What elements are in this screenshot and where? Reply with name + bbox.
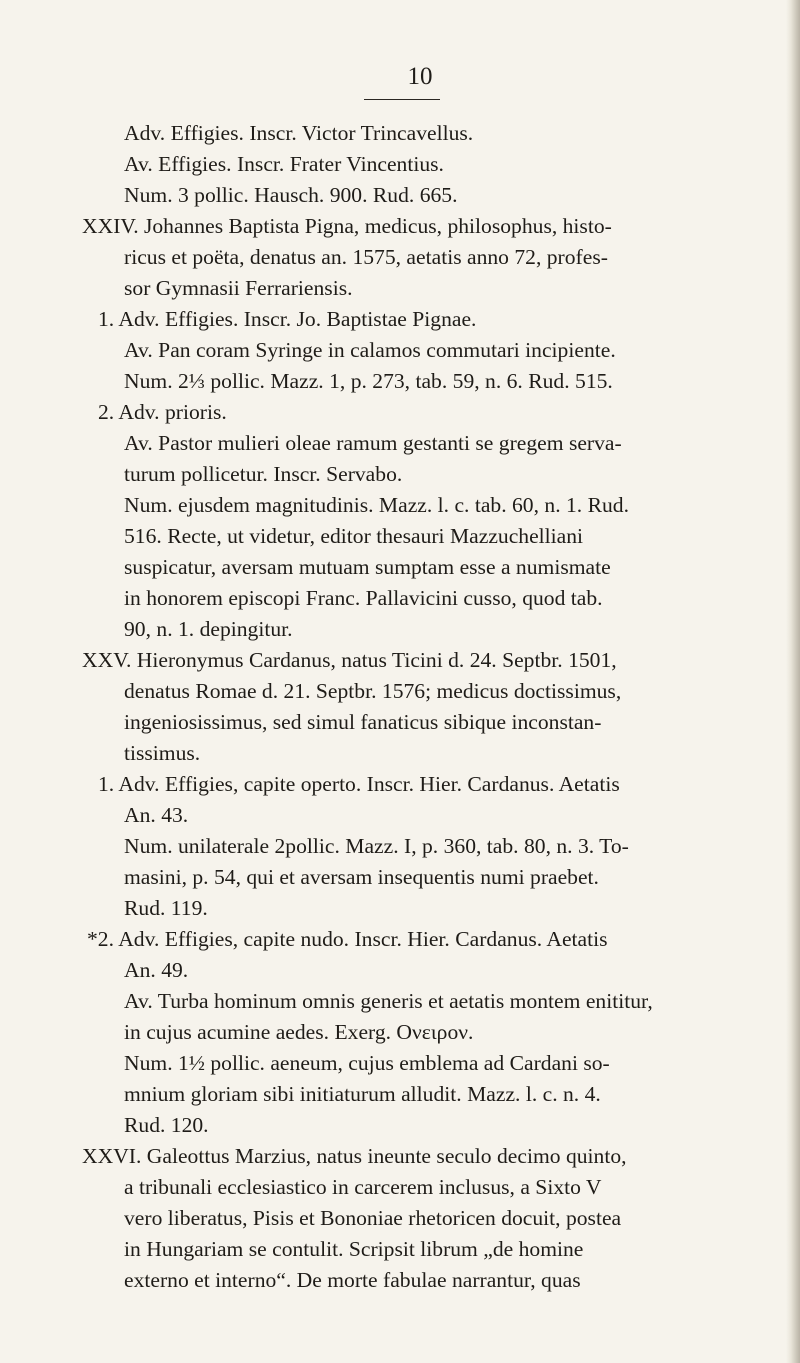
text-line: *2. Adv. Effigies, capite nudo. Inscr. Hier. Cardanus. Aetatis: [87, 927, 608, 951]
text-line: Av. Pastor mulieri oleae ramum gestanti se gregem serva-: [124, 431, 622, 455]
text-line: externo et interno“. De morte fabulae narrantur, quas: [124, 1268, 581, 1292]
text-line: An. 43.: [124, 803, 189, 827]
text-line: turum pollicetur. Inscr. Servabo.: [124, 462, 403, 486]
text-line: vero liberatus, Pisis et Bononiae rhetoricen docuit, postea: [124, 1206, 622, 1230]
text-line: mnium gloriam sibi initiaturum alludit. Mazz. l. c. n. 4.: [124, 1082, 601, 1106]
text-line: Num. 1½ pollic. aeneum, cujus emblema ad Cardani so-: [124, 1051, 610, 1075]
text-line: XXVI. Galeottus Marzius, natus ineunte seculo decimo quinto,: [82, 1144, 627, 1168]
text-line: XXV. Hieronymus Cardanus, natus Ticini d. 24. Septbr. 1501,: [82, 648, 617, 672]
text-line: in honorem episcopi Franc. Pallavicini cusso, quod tab.: [124, 586, 603, 610]
text-line: in cujus acumine aedes. Exerg. Ονειρον.: [124, 1020, 474, 1044]
text-line: ingeniosissimus, sed simul fanaticus sibique inconstan-: [124, 710, 602, 734]
text-line: masini, p. 54, qui et aversam insequentis numi praebet.: [124, 865, 599, 889]
text-line: sor Gymnasii Ferrariensis.: [124, 276, 353, 300]
text-line: tissimus.: [124, 741, 201, 765]
page-edge-shadow: [786, 0, 800, 1363]
text-line: XXIV. Johannes Baptista Pigna, medicus, philosophus, histo-: [82, 214, 612, 238]
text-line: Av. Turba hominum omnis generis et aetatis montem enititur,: [124, 989, 653, 1013]
text-line: in Hungariam se contulit. Scripsit librum „de homine: [124, 1237, 584, 1261]
page-number-rule: [364, 99, 440, 100]
text-line: a tribunali ecclesiastico in carcerem inclusus, a Sixto V: [124, 1175, 602, 1199]
text-line: Rud. 119.: [124, 896, 208, 920]
text-line: denatus Romae d. 21. Septbr. 1576; medicus doctissimus,: [124, 679, 622, 703]
text-line: Av. Pan coram Syringe in calamos commutari incipiente.: [124, 338, 616, 362]
text-line: Adv. Effigies. Inscr. Victor Trincavellus.: [124, 121, 474, 145]
text-line: 90, n. 1. depingitur.: [124, 617, 293, 641]
text-line: 2. Adv. prioris.: [98, 400, 227, 424]
text-line: Num. 2⅓ pollic. Mazz. 1, p. 273, tab. 59, n. 6. Rud. 515.: [124, 369, 613, 393]
text-line: Av. Effigies. Inscr. Frater Vincentius.: [124, 152, 444, 176]
text-line: suspicatur, aversam mutuam sumptam esse a numismate: [124, 555, 611, 579]
text-line: Num. ejusdem magnitudinis. Mazz. l. c. tab. 60, n. 1. Rud.: [124, 493, 629, 517]
text-line: 1. Adv. Effigies, capite operto. Inscr. Hier. Cardanus. Aetatis: [98, 772, 620, 796]
text-line: An. 49.: [124, 958, 189, 982]
text-line: 516. Recte, ut videtur, editor thesauri Mazzuchelliani: [124, 524, 584, 548]
text-line: Num. unilaterale 2pollic. Mazz. I, p. 360, tab. 80, n. 3. To-: [124, 834, 629, 858]
page-number: 10: [407, 63, 433, 90]
text-line: Rud. 120.: [124, 1113, 209, 1137]
text-line: Num. 3 pollic. Hausch. 900. Rud. 665.: [124, 183, 458, 207]
text-line: 1. Adv. Effigies. Inscr. Jo. Baptistae Pignae.: [98, 307, 477, 331]
text-line: ricus et poëta, denatus an. 1575, aetatis anno 72, profes-: [124, 245, 608, 269]
